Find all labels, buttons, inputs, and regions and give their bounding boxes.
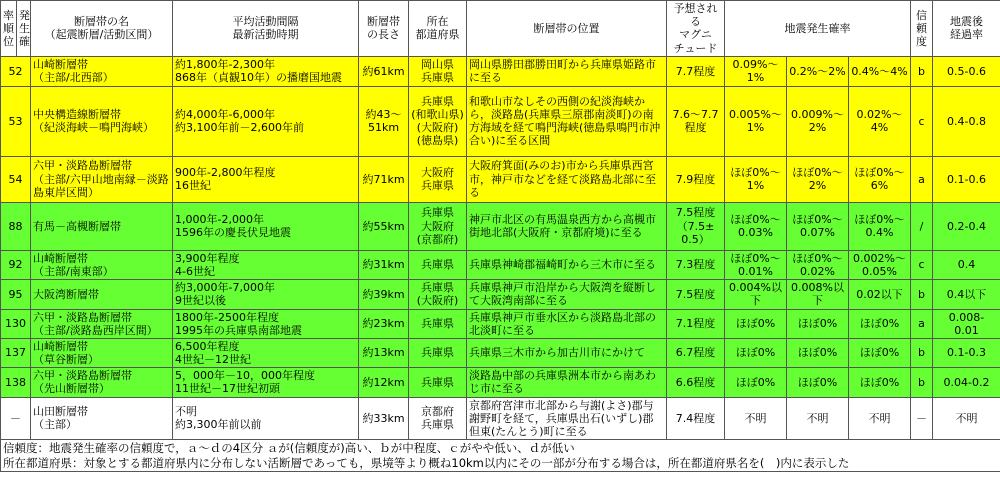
row-length: 約23km <box>359 309 409 338</box>
row-fault-name: 六甲・淡路島断層帯 （主部/六甲山地南縁－淡路島東岸区間） <box>31 156 173 202</box>
row-prefecture: 大阪府 兵庫県 <box>409 156 467 202</box>
row-prefecture: 兵庫県 <box>409 368 467 397</box>
row-reliability: c <box>911 86 933 156</box>
header-prefecture: 所在 都道府県 <box>409 1 467 57</box>
row-length: 約12km <box>359 368 409 397</box>
row-rank: 92 <box>1 250 31 279</box>
row-length: 約39km <box>359 280 409 309</box>
row-reliability: c <box>911 250 933 279</box>
row-prob-30yr: ほぼ0% <box>725 338 787 367</box>
row-prob-30yr: 0.09%〜1% <box>725 56 787 86</box>
row-rank: 52 <box>1 56 31 86</box>
row-fault-name: 有馬－高槻断層帯 <box>31 202 173 250</box>
row-prob-50yr: 0.2%〜2% <box>787 56 849 86</box>
row-prob-100yr: 0.002%〜 0.05% <box>849 250 911 279</box>
row-reliability: b <box>911 280 933 309</box>
row-prob-50yr: ほぼ0%〜 0.02% <box>787 250 849 279</box>
row-interval: 不明 約3,300年前以前 <box>173 397 359 440</box>
row-location: 大阪府箕面(みのお)市から兵庫県西宮市，神戸市などを経て淡路島北部に至る <box>467 156 667 202</box>
row-elapsed-ratio: 0.008- 0.01 <box>933 309 1000 338</box>
row-fault-name: 山崎断層帯 （草谷断層） <box>31 338 173 367</box>
row-location: 兵庫県神戸市沿岸から大阪湾を縦断して大阪湾南部に至る <box>467 280 667 309</box>
row-location: 兵庫県神崎郡福崎町から三木市に至る <box>467 250 667 279</box>
row-prob-100yr: ほぼ0% <box>849 309 911 338</box>
row-elapsed-ratio: 0.1-0.6 <box>933 156 1000 202</box>
row-elapsed-ratio: 0.2-0.4 <box>933 202 1000 250</box>
row-prob-100yr: 0.02%〜4% <box>849 86 911 156</box>
row-rank: 137 <box>1 338 31 367</box>
row-prefecture: 兵庫県 大阪府 (京都府) <box>409 202 467 250</box>
row-magnitude: 7.4程度 <box>667 397 725 440</box>
row-prob-50yr: 不明 <box>787 397 849 440</box>
table-row <box>1 338 1000 367</box>
row-fault-name: 中央構造線断層帯 （紀淡海峡－鳴門海峡） <box>31 86 173 156</box>
table-row <box>1 309 1000 338</box>
row-reliability: － <box>911 397 933 440</box>
row-fault-name: 山崎断層帯 （主部/南東部） <box>31 250 173 279</box>
row-prob-50yr: ほぼ0% <box>787 368 849 397</box>
row-rank: 138 <box>1 368 31 397</box>
row-reliability: b <box>911 338 933 367</box>
row-location: 和歌山市なしその西側の紀淡海峡から，淡路島(兵庫県三原郡南淡町)の南方海域を経て鳴門海峡(徳島県鳴門市沖合い)に至る区間 <box>467 86 667 156</box>
row-elapsed-ratio: 不明 <box>933 397 1000 440</box>
row-location: 神戸市北区の有馬温泉西方から高槻市街地北部(大阪府・京都府境)に至る <box>467 202 667 250</box>
row-prob-30yr: 0.005%〜1% <box>725 86 787 156</box>
row-prefecture: 兵庫県 <box>409 250 467 279</box>
row-prob-30yr: ほぼ0%〜 0.03% <box>725 202 787 250</box>
row-prob-100yr: ほぼ0% <box>849 338 911 367</box>
row-elapsed-ratio: 0.5-0.6 <box>933 56 1000 86</box>
header-name: 断層帯の名 （起震断層/活動区間） <box>31 1 173 57</box>
header-length: 断層帯 の長さ <box>359 1 409 57</box>
row-prob-100yr: ほぼ0% <box>849 368 911 397</box>
row-rank: 95 <box>1 280 31 309</box>
row-prob-100yr: ほぼ0%〜 0.4% <box>849 202 911 250</box>
row-magnitude: 6.7程度 <box>667 338 725 367</box>
row-fault-name: 六甲・淡路島断層帯 （主部/淡路島西岸区間） <box>31 309 173 338</box>
row-length: 約71km <box>359 156 409 202</box>
row-prefecture: 兵庫県 <box>409 309 467 338</box>
row-interval: 900年-2,800年程度 16世紀 <box>173 156 359 202</box>
row-prob-30yr: 不明 <box>725 397 787 440</box>
row-prob-100yr: 不明 <box>849 397 911 440</box>
row-interval: 5，000年－10，000年程度 11世紀－17世紀初頭 <box>173 368 359 397</box>
header-elapsed: 地震後 経過率 <box>933 1 1000 57</box>
footnotes <box>0 440 1000 472</box>
row-prob-30yr: ほぼ0% <box>725 309 787 338</box>
header-reliability: 信頼度 <box>911 1 933 57</box>
row-magnitude: 7.3程度 <box>667 250 725 279</box>
table-row <box>1 56 1000 86</box>
row-prefecture: 兵庫県 (大阪府) <box>409 280 467 309</box>
row-prob-100yr: 0.4%〜4% <box>849 56 911 86</box>
row-rank: 88 <box>1 202 31 250</box>
row-prob-50yr: 0.009%〜2% <box>787 86 849 156</box>
row-length: 約61km <box>359 56 409 86</box>
table-row <box>1 86 1000 156</box>
row-prob-100yr: 0.02以下 <box>849 280 911 309</box>
table-row <box>1 202 1000 250</box>
row-rank: 54 <box>1 156 31 202</box>
header-interval: 平均活動間隔 最新活動時期 <box>173 1 359 57</box>
row-reliability: b <box>911 368 933 397</box>
row-interval: 1800年-2500年程度 1995年の兵庫県南部地震 <box>173 309 359 338</box>
row-elapsed-ratio: 0.4-0.8 <box>933 86 1000 156</box>
header-row <box>1 1 1000 57</box>
table-row <box>1 250 1000 279</box>
table-row <box>1 280 1000 309</box>
row-prefecture: 兵庫県 (和歌山県) (大阪府) (徳島県) <box>409 86 467 156</box>
row-reliability: / <box>911 202 933 250</box>
row-magnitude: 7.1程度 <box>667 309 725 338</box>
row-location: 岡山県勝田郡勝田町から兵庫県姫路市に至る <box>467 56 667 86</box>
row-fault-name: 山崎断層帯 （主部/北西部） <box>31 56 173 86</box>
row-magnitude: 7.5程度 <box>667 280 725 309</box>
table-row <box>1 397 1000 440</box>
row-rank: － <box>1 397 31 440</box>
row-fault-name: 山田断層帯 （主部） <box>31 397 173 440</box>
row-elapsed-ratio: 0.4 <box>933 250 1000 279</box>
row-elapsed-ratio: 0.4以下 <box>933 280 1000 309</box>
row-prob-50yr: ほぼ0%〜2% <box>787 156 849 202</box>
row-prob-30yr: ほぼ0% <box>725 368 787 397</box>
fault-table-body <box>1 56 1000 439</box>
note-prefecture: 所在都道府県：対象とする都道府県内に分布しない活断層であっても，県境等より概ね10km以内にその一部が分布する場合は，所在都道府県名を( )内に表示した <box>3 455 850 470</box>
row-location: 淡路島中部の兵庫県洲本市から南あわじ市に至る <box>467 368 667 397</box>
row-elapsed-ratio: 0.04-0.2 <box>933 368 1000 397</box>
row-reliability: a <box>911 156 933 202</box>
header-location: 断層帯の位置 <box>467 1 667 57</box>
row-location: 兵庫県神戸市垂水区から淡路島北部の北淡町に至る <box>467 309 667 338</box>
table-row <box>1 368 1000 397</box>
row-magnitude: 7.7程度 <box>667 56 725 86</box>
row-magnitude: 7.6〜7.7 程度 <box>667 86 725 156</box>
header-probability: 地震発生確率 <box>725 1 911 57</box>
header-magnitude: 予想される マグニ チュード <box>667 1 725 57</box>
row-magnitude: 6.6程度 <box>667 368 725 397</box>
row-interval: 1,000年-2,000年 1596年の慶長伏見地震 <box>173 202 359 250</box>
row-reliability: b <box>911 56 933 86</box>
row-interval: 6,500年程度 4世紀－12世紀 <box>173 338 359 367</box>
row-prob-30yr: ほぼ0%〜 0.01% <box>725 250 787 279</box>
row-prob-100yr: ほぼ0%〜6% <box>849 156 911 202</box>
row-length: 約43〜 51km <box>359 86 409 156</box>
row-fault-name: 六甲・淡路島断層帯 （先山断層帯） <box>31 368 173 397</box>
header-rank: 率順位 <box>1 1 17 57</box>
row-length: 約55km <box>359 202 409 250</box>
row-reliability: a <box>911 309 933 338</box>
row-rank: 53 <box>1 86 31 156</box>
row-location: 兵庫県三木市から加古川市にかけて <box>467 338 667 367</box>
row-length: 約31km <box>359 250 409 279</box>
row-location: 京都府宮津市北部から与謝(よさ)郡与謝野町を経て，兵庫県出石(いずし)郡但東(たんとう)町に至る <box>467 397 667 440</box>
header-prob-short: 発生確 <box>17 1 31 57</box>
row-interval: 約1,800年-2,300年 868年（貞観10年）の播磨国地震 <box>173 56 359 86</box>
row-length: 約33km <box>359 397 409 440</box>
row-rank: 130 <box>1 309 31 338</box>
row-prob-30yr: ほぼ0%〜1% <box>725 156 787 202</box>
row-interval: 約4,000年-6,000年 約3,100年前－2,600年前 <box>173 86 359 156</box>
row-prob-50yr: ほぼ0% <box>787 309 849 338</box>
row-prob-50yr: 0.008%以下 <box>787 280 849 309</box>
row-prefecture: 京都府 兵庫県 <box>409 397 467 440</box>
row-prob-50yr: ほぼ0% <box>787 338 849 367</box>
row-prefecture: 兵庫県 <box>409 338 467 367</box>
row-prob-50yr: ほぼ0%〜 0.07% <box>787 202 849 250</box>
row-magnitude: 7.5程度 （7.5± 0.5） <box>667 202 725 250</box>
row-length: 約13km <box>359 338 409 367</box>
row-magnitude: 7.9程度 <box>667 156 725 202</box>
row-prob-30yr: 0.004%以下 <box>725 280 787 309</box>
row-prefecture: 岡山県 兵庫県 <box>409 56 467 86</box>
row-fault-name: 大阪湾断層帯 <box>31 280 173 309</box>
table-row <box>1 156 1000 202</box>
row-interval: 3,900年程度 4-6世紀 <box>173 250 359 279</box>
row-elapsed-ratio: 0.1-0.3 <box>933 338 1000 367</box>
row-interval: 約3,000年-7,000年 9世紀以後 <box>173 280 359 309</box>
note-reliability: 信頼度：地震発生確率の信頼度で，ａ〜ｄの4区分 ａが(信頼度が)高い、ｂが中程度、ｃがやや低い、ｄが低い <box>3 441 575 456</box>
